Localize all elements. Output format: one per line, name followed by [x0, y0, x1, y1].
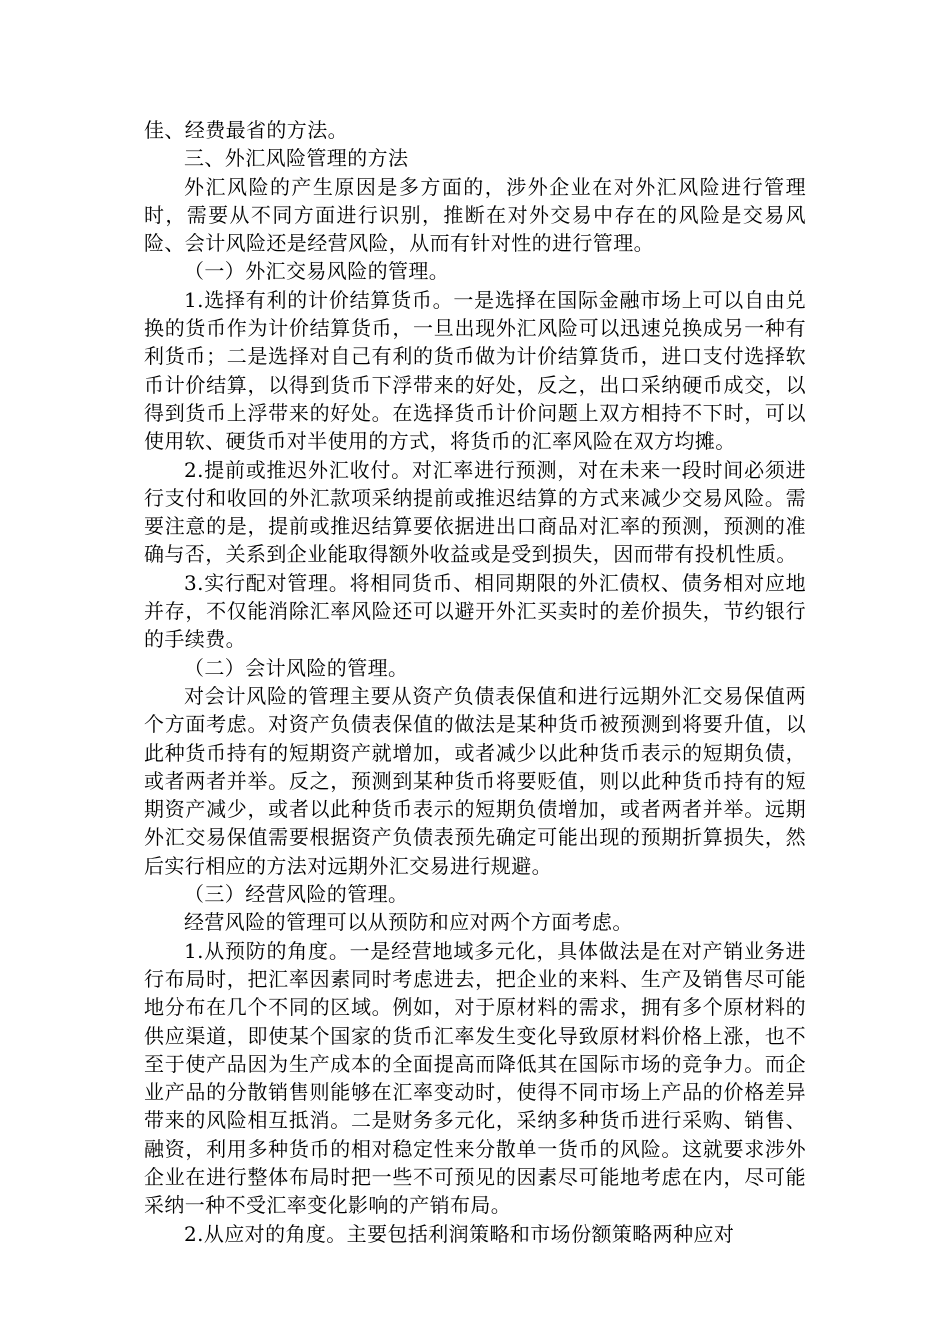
paragraph-continuation: 佳、经费最省的方法。	[144, 118, 348, 142]
paragraph-response: 2.从应对的角度。主要包括利润策略和市场份额策略两种应对	[184, 1221, 735, 1246]
paragraph-item-3-matching: 3.实行配对管理。将相同货币、相同期限的外汇债权、债务相对应地并存，不仅能消除汇率风险还可以避开外汇买卖时的差价损失，节约银行的手续费。	[144, 570, 806, 652]
document-body	[144, 116, 806, 1248]
subsection-heading-operating-risk: （三）经营风险的管理。	[184, 882, 409, 907]
paragraph-item-2-timing: 2.提前或推迟外汇收付。对汇率进行预测，对在未来一段时间必须进行支付和收回的外汇款项采纳提前或推迟结算的方式来减少交易风险。需要注意的是，提前或推迟结算要依据进出口商品对汇率的预测，预测的准确与否，关系到企业能取得额外收益或是受到损失，因而带有投机性质。	[144, 457, 806, 567]
paragraph-accounting: 对会计风险的管理主要从资产负债表保值和进行远期外汇交易保值两个方面考虑。对资产负债表保值的做法是某种货币被预测到将要升值，以此种货币持有的短期资产就增加，或者减少以此种货币表示的短期负债，或者两者并举。反之，预测到某种货币将要贬值，则以此种货币持有的短期资产减少，或者以此种货币表示的短期负债增加，或者两者并举。远期外汇交易保值需要根据资产负债表预先确定可能出现的预期折算损失，然后实行相应的方法对远期外汇交易进行规避。	[144, 683, 806, 878]
subsection-heading-transaction-risk: （一）外汇交易风险的管理。	[184, 259, 450, 284]
document-page	[144, 0, 806, 1344]
subsection-heading-accounting-risk: （二）会计风险的管理。	[184, 655, 409, 680]
paragraph-prevention: 1.从预防的角度。一是经营地域多元化，具体做法是在对产销业务进行布局时，把汇率因素同时考虑进去，把企业的来料、生产及销售尽可能地分布在几个不同的区域。例如，对于原材料的需求，拥有多个原材料的供应渠道，即使某个国家的货币汇率发生变化导致原材料价格上涨，也不至于使产品因为生产成本的全面提高而降低其在国际市场的竞争力。而企业产品的分散销售则能够在汇率变动时，使得不同市场上产品的价格差异带来的风险相互抵消。二是财务多元化，采纳多种货币进行采购、销售、融资，利用多种货币的相对稳定性来分散单一货币的风险。这就要求涉外企业在进行整体布局时把一些不可预见的因素尽可能地考虑在内，尽可能采纳一种不受汇率变化影响的产销布局。	[144, 938, 806, 1218]
paragraph-operating-intro: 经营风险的管理可以从预防和应对两个方面考虑。	[184, 910, 633, 935]
paragraph-item-1-currency: 1.选择有利的计价结算货币。一是选择在国际金融市场上可以自由兑换的货币作为计价结算货币，一旦出现外汇风险可以迅速兑换成另一种有利货币；二是选择对自己有利的货币做为计价结算货币，进口支付选择软币计价结算，以得到货币下浮带来的好处，反之，出口采纳硬币成交，以得到货币上浮带来的好处。在选择货币计价问题上双方相持不下时，可以使用软、硬货币对半使用的方式，将货币的汇率风险在双方均摊。	[144, 287, 806, 454]
section-heading-methods: 三、外汇风险管理的方法	[184, 146, 409, 171]
paragraph-intro: 外汇风险的产生原因是多方面的，涉外企业在对外汇风险进行管理时，需要从不同方面进行识别，推断在对外交易中存在的风险是交易风险、会计风险还是经营风险，从而有针对性的进行管理。	[144, 174, 806, 256]
